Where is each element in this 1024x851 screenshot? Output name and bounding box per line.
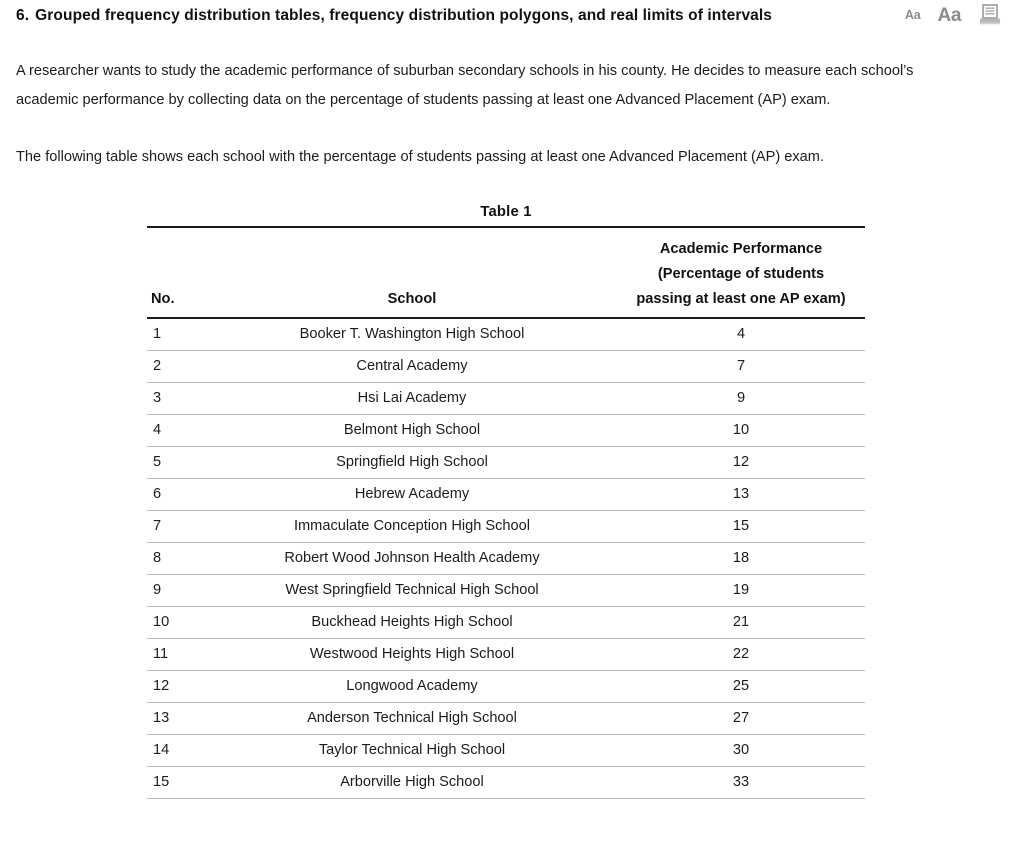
cell-school: Robert Wood Johnson Health Academy <box>207 543 617 575</box>
column-header-performance-line-3: passing at least one AP exam) <box>636 291 846 307</box>
table-row <box>147 447 865 479</box>
school-performance-table <box>147 204 865 799</box>
cell-performance: 30 <box>617 735 865 767</box>
cell-no: 13 <box>147 703 207 735</box>
cell-no: 1 <box>147 318 207 351</box>
cell-no: 12 <box>147 671 207 703</box>
column-header-performance <box>617 227 865 318</box>
toolbar <box>905 2 1002 28</box>
question-number: 6. <box>16 7 30 24</box>
table-row <box>147 318 865 351</box>
increase-font-icon[interactable]: Aa <box>937 4 961 26</box>
table-row <box>147 735 865 767</box>
cell-performance: 9 <box>617 383 865 415</box>
table-caption: Table 1 <box>480 204 532 220</box>
cell-no: 2 <box>147 351 207 383</box>
table-head <box>147 227 865 318</box>
table-row <box>147 767 865 799</box>
table-row <box>147 415 865 447</box>
cell-school: Arborville High School <box>207 767 617 799</box>
page-title <box>16 2 816 29</box>
cell-no: 8 <box>147 543 207 575</box>
cell-school: Taylor Technical High School <box>207 735 617 767</box>
table-row <box>147 351 865 383</box>
table-container <box>0 204 1024 799</box>
cell-performance: 27 <box>617 703 865 735</box>
cell-no: 5 <box>147 447 207 479</box>
table-row <box>147 383 865 415</box>
cell-performance: 13 <box>617 479 865 511</box>
cell-no: 14 <box>147 735 207 767</box>
cell-no: 7 <box>147 511 207 543</box>
question-header <box>0 0 1024 29</box>
table-body <box>147 318 865 799</box>
table-row <box>147 511 865 543</box>
cell-no: 15 <box>147 767 207 799</box>
cell-performance: 4 <box>617 318 865 351</box>
decrease-font-icon[interactable]: Aa <box>904 7 921 22</box>
cell-school: Immaculate Conception High School <box>207 511 617 543</box>
cell-performance: 33 <box>617 767 865 799</box>
cell-school: West Springfield Technical High School <box>207 575 617 607</box>
cell-school: Buckhead Heights High School <box>207 607 617 639</box>
column-header-performance-line-2: (Percentage of students <box>657 266 825 282</box>
table-row <box>147 671 865 703</box>
cell-no: 9 <box>147 575 207 607</box>
cell-performance: 10 <box>617 415 865 447</box>
column-header-no: No. <box>147 227 207 318</box>
cell-no: 11 <box>147 639 207 671</box>
table-row <box>147 543 865 575</box>
cell-no: 3 <box>147 383 207 415</box>
question-title-text: Grouped frequency distribution tables, frequency distribution polygons, and real limits of intervals <box>35 7 773 24</box>
column-header-school: School <box>207 227 617 318</box>
cell-no: 6 <box>147 479 207 511</box>
cell-school: Belmont High School <box>207 415 617 447</box>
table-row <box>147 575 865 607</box>
cell-performance: 25 <box>617 671 865 703</box>
cell-performance: 19 <box>617 575 865 607</box>
cell-school: Anderson Technical High School <box>207 703 617 735</box>
intro-paragraph-1: A researcher wants to study the academic performance of suburban secondary schools in his county. He decides to measure each school’s academic performance by collecting data on the percentage of students passing at least one Advanced Placement (AP) exam. <box>16 63 914 108</box>
cell-performance: 18 <box>617 543 865 575</box>
table-row <box>147 703 865 735</box>
cell-school: Springfield High School <box>207 447 617 479</box>
column-header-performance-line-1: Academic Performance <box>659 241 823 257</box>
cell-school: Longwood Academy <box>207 671 617 703</box>
cell-no: 4 <box>147 415 207 447</box>
cell-school: Hebrew Academy <box>207 479 617 511</box>
intro-paragraph-2: The following table shows each school with the percentage of students passing at least one Advanced Placement (AP) exam. <box>16 149 824 165</box>
cell-performance: 7 <box>617 351 865 383</box>
table-header-row <box>147 227 865 318</box>
cell-school: Booker T. Washington High School <box>207 318 617 351</box>
table-row <box>147 479 865 511</box>
cell-school: Central Academy <box>207 351 617 383</box>
cell-performance: 21 <box>617 607 865 639</box>
cell-performance: 22 <box>617 639 865 671</box>
table-row <box>147 639 865 671</box>
document-icon[interactable] <box>978 4 1002 26</box>
cell-performance: 12 <box>617 447 865 479</box>
table-row <box>147 607 865 639</box>
cell-school: Hsi Lai Academy <box>207 383 617 415</box>
cell-no: 10 <box>147 607 207 639</box>
cell-school: Westwood Heights High School <box>207 639 617 671</box>
cell-performance: 15 <box>617 511 865 543</box>
